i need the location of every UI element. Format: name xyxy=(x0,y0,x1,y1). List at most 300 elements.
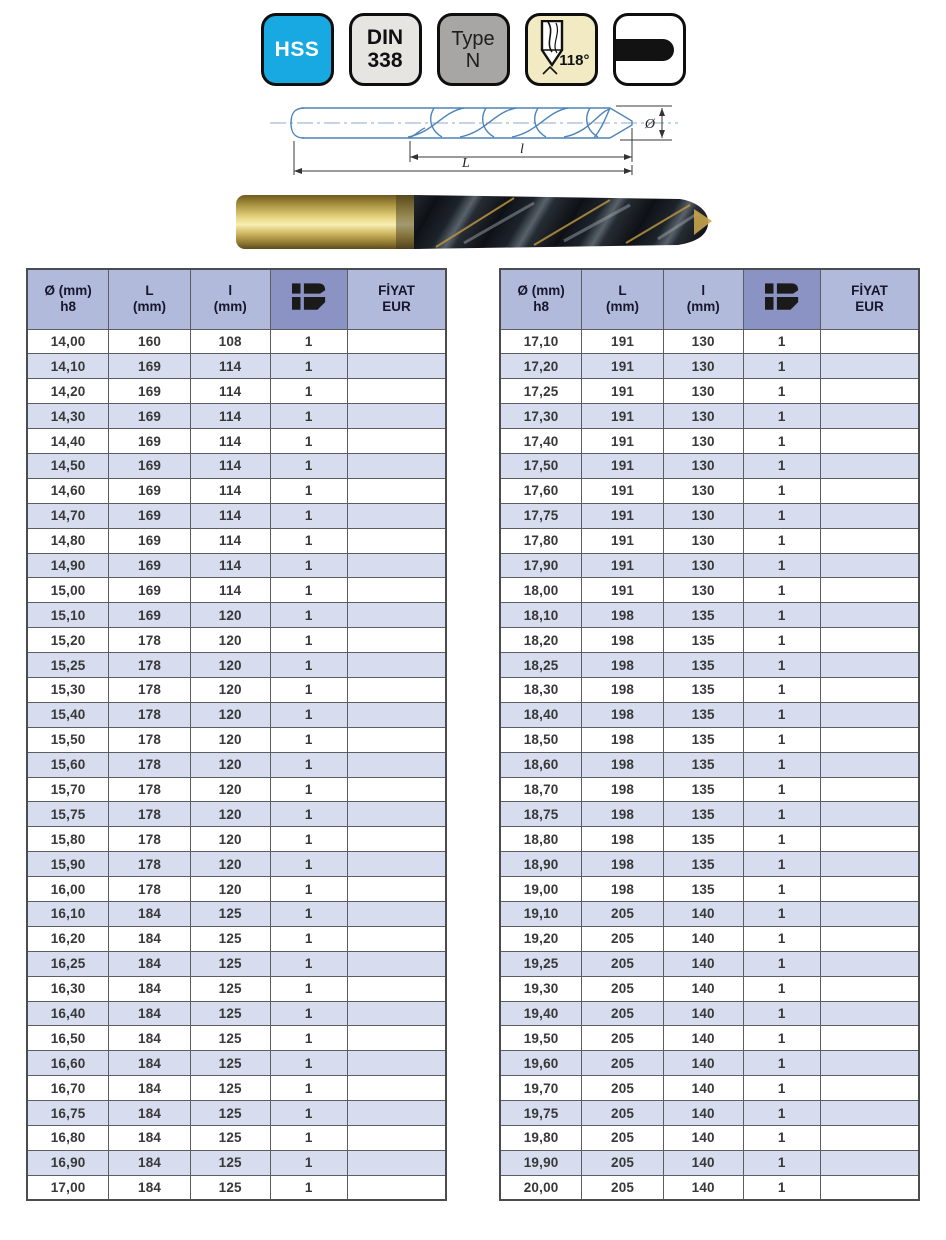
price-cell xyxy=(821,553,919,578)
point-angle-label: 118° xyxy=(559,52,590,69)
header-row xyxy=(27,269,446,329)
pack-qty-cell: 1 xyxy=(743,354,821,379)
total-length-cell: 205 xyxy=(582,976,664,1001)
pack-qty-cell: 1 xyxy=(743,702,821,727)
table-row xyxy=(27,777,446,802)
flute-length-cell: 130 xyxy=(663,503,743,528)
flute-length-cell: 135 xyxy=(663,877,743,902)
flute-length-cell: 114 xyxy=(190,429,270,454)
table-row xyxy=(500,802,919,827)
flute-length-cell: 140 xyxy=(663,926,743,951)
total-length-cell: 205 xyxy=(582,926,664,951)
flute-length-cell: 120 xyxy=(190,752,270,777)
price-cell xyxy=(821,926,919,951)
total-length-cell: 191 xyxy=(582,528,664,553)
diameter-cell: 19,75 xyxy=(500,1101,582,1126)
price-cell xyxy=(348,752,446,777)
drill-shank xyxy=(236,195,422,249)
total-length-cell: 184 xyxy=(109,951,191,976)
total-length-cell: 198 xyxy=(582,777,664,802)
diameter-cell: 16,50 xyxy=(27,1026,109,1051)
price-cell xyxy=(348,976,446,1001)
flute-length-header: l (mm) xyxy=(190,269,270,329)
total-length-cell: 191 xyxy=(582,379,664,404)
diameter-cell: 15,60 xyxy=(27,752,109,777)
pack-qty-cell: 1 xyxy=(743,802,821,827)
price-cell xyxy=(821,429,919,454)
table-row xyxy=(500,429,919,454)
type-label-line1: Type xyxy=(451,27,495,50)
flute-length-cell: 140 xyxy=(663,1175,743,1200)
table-row xyxy=(500,603,919,628)
flute-length-cell: 140 xyxy=(663,976,743,1001)
total-length-cell: 178 xyxy=(109,777,191,802)
flute-length-cell: 140 xyxy=(663,1001,743,1026)
table-row xyxy=(500,379,919,404)
flute-length-cell: 135 xyxy=(663,628,743,653)
total-length-cell: 198 xyxy=(582,628,664,653)
total-length-cell: 184 xyxy=(109,926,191,951)
table-row xyxy=(27,1175,446,1200)
price-cell xyxy=(348,628,446,653)
total-length-cell: 191 xyxy=(582,429,664,454)
price-cell xyxy=(348,901,446,926)
table-row xyxy=(27,329,446,354)
flute-length-cell: 125 xyxy=(190,1101,270,1126)
pack-qty-cell: 1 xyxy=(270,702,348,727)
total-length-cell: 198 xyxy=(582,877,664,902)
price-cell xyxy=(821,1001,919,1026)
price-cell xyxy=(348,827,446,852)
table-row xyxy=(27,429,446,454)
table-body-right xyxy=(500,329,919,1200)
price-cell xyxy=(821,478,919,503)
package-icon xyxy=(763,280,801,314)
price-cell xyxy=(821,628,919,653)
pack-qty-cell: 1 xyxy=(743,777,821,802)
din-label-line1: DIN xyxy=(366,26,404,50)
diameter-cell: 18,90 xyxy=(500,852,582,877)
table-row xyxy=(500,1126,919,1151)
type-label-line2: N xyxy=(465,49,481,72)
price-cell xyxy=(821,503,919,528)
diameter-cell: 18,20 xyxy=(500,628,582,653)
diameter-cell: 18,30 xyxy=(500,677,582,702)
diameter-cell: 17,50 xyxy=(500,453,582,478)
diameter-cell: 15,00 xyxy=(27,578,109,603)
diameter-cell: 14,10 xyxy=(27,354,109,379)
table-row xyxy=(500,926,919,951)
diameter-cell: 16,90 xyxy=(27,1150,109,1175)
total-length-cell: 178 xyxy=(109,827,191,852)
flute-length-cell: 140 xyxy=(663,901,743,926)
hss-label: HSS xyxy=(274,37,320,61)
diameter-cell: 15,25 xyxy=(27,653,109,678)
table-row xyxy=(27,404,446,429)
din-338-badge xyxy=(349,13,422,86)
total-length-cell: 178 xyxy=(109,877,191,902)
flute-length-cell: 120 xyxy=(190,877,270,902)
price-cell xyxy=(348,379,446,404)
diameter-cell: 17,20 xyxy=(500,354,582,379)
size-price-tables xyxy=(26,268,920,1201)
table-row xyxy=(500,503,919,528)
pack-qty-cell: 1 xyxy=(270,404,348,429)
total-length-cell: 169 xyxy=(109,503,191,528)
table-row xyxy=(27,1026,446,1051)
diameter-cell: 14,00 xyxy=(27,329,109,354)
flute-length-cell: 125 xyxy=(190,1076,270,1101)
price-cell xyxy=(348,877,446,902)
pack-qty-cell: 1 xyxy=(270,727,348,752)
price-cell xyxy=(348,677,446,702)
pack-qty-cell: 1 xyxy=(270,603,348,628)
diameter-cell: 18,60 xyxy=(500,752,582,777)
pack-qty-cell: 1 xyxy=(743,528,821,553)
diameter-cell: 18,75 xyxy=(500,802,582,827)
diameter-cell: 19,50 xyxy=(500,1026,582,1051)
diameter-cell: 20,00 xyxy=(500,1175,582,1200)
flute-length-cell: 125 xyxy=(190,926,270,951)
diameter-cell: 17,40 xyxy=(500,429,582,454)
total-length-cell: 205 xyxy=(582,1101,664,1126)
price-cell xyxy=(348,852,446,877)
flute-length-cell: 125 xyxy=(190,901,270,926)
price-cell xyxy=(821,727,919,752)
table-row xyxy=(27,702,446,727)
spec-badges-row xyxy=(0,0,946,86)
pack-qty-cell: 1 xyxy=(743,603,821,628)
table-row xyxy=(500,478,919,503)
price-cell xyxy=(821,1150,919,1175)
price-cell xyxy=(348,702,446,727)
price-cell xyxy=(821,976,919,1001)
cylindrical-shank-badge xyxy=(613,13,686,86)
price-cell xyxy=(821,852,919,877)
table-row xyxy=(500,354,919,379)
flute-length-cell: 130 xyxy=(663,453,743,478)
flute-length-cell: 140 xyxy=(663,1076,743,1101)
diameter-cell: 19,40 xyxy=(500,1001,582,1026)
pack-qty-cell: 1 xyxy=(743,404,821,429)
table-row xyxy=(500,1175,919,1200)
diameter-cell: 17,25 xyxy=(500,379,582,404)
pack-qty-cell: 1 xyxy=(270,901,348,926)
table-row xyxy=(500,1026,919,1051)
pack-qty-cell: 1 xyxy=(270,1126,348,1151)
table-row xyxy=(500,453,919,478)
price-cell xyxy=(348,429,446,454)
drill-dimension-diagram xyxy=(258,96,688,178)
diameter-cell: 16,20 xyxy=(27,926,109,951)
pack-qty-cell: 1 xyxy=(743,1175,821,1200)
diameter-cell: 17,10 xyxy=(500,329,582,354)
total-length-cell: 169 xyxy=(109,354,191,379)
size-table-left xyxy=(26,268,447,1201)
pack-qty-cell: 1 xyxy=(270,553,348,578)
cylindrical-shank-icon xyxy=(616,39,674,61)
total-length-cell: 184 xyxy=(109,901,191,926)
diameter-cell: 19,30 xyxy=(500,976,582,1001)
flute-length-cell: 114 xyxy=(190,553,270,578)
total-length-cell: 205 xyxy=(582,1051,664,1076)
diameter-cell: 14,50 xyxy=(27,453,109,478)
total-length-cell: 205 xyxy=(582,1150,664,1175)
flute-length-cell: 125 xyxy=(190,951,270,976)
total-length-cell: 198 xyxy=(582,752,664,777)
flute-length-cell: 125 xyxy=(190,1026,270,1051)
price-cell xyxy=(821,578,919,603)
flute-length-cell: 120 xyxy=(190,827,270,852)
flute-length-cell: 120 xyxy=(190,603,270,628)
flute-length-cell: 125 xyxy=(190,1001,270,1026)
pack-qty-cell: 1 xyxy=(270,827,348,852)
table-row xyxy=(500,901,919,926)
flute-length-cell: 120 xyxy=(190,802,270,827)
diameter-cell: 16,80 xyxy=(27,1126,109,1151)
pack-qty-cell: 1 xyxy=(743,1126,821,1151)
total-length-cell: 198 xyxy=(582,603,664,628)
price-cell xyxy=(821,1101,919,1126)
diameter-cell: 18,40 xyxy=(500,702,582,727)
pack-qty-cell: 1 xyxy=(270,478,348,503)
diameter-cell: 19,20 xyxy=(500,926,582,951)
flute-length-cell: 135 xyxy=(663,727,743,752)
table-row xyxy=(27,1126,446,1151)
total-length-cell: 191 xyxy=(582,478,664,503)
price-cell xyxy=(348,329,446,354)
diameter-cell: 15,75 xyxy=(27,802,109,827)
diameter-cell: 19,10 xyxy=(500,901,582,926)
flute-length-cell: 140 xyxy=(663,1101,743,1126)
diameter-cell: 16,30 xyxy=(27,976,109,1001)
table-row xyxy=(27,653,446,678)
table-row xyxy=(27,901,446,926)
total-length-cell: 198 xyxy=(582,677,664,702)
total-length-cell: 184 xyxy=(109,1076,191,1101)
price-header: FİYAT EUR xyxy=(348,269,446,329)
price-cell xyxy=(821,1076,919,1101)
pack-qty-cell: 1 xyxy=(743,1001,821,1026)
price-cell xyxy=(348,453,446,478)
table-row xyxy=(500,976,919,1001)
flute-length-cell: 120 xyxy=(190,852,270,877)
table-row xyxy=(27,827,446,852)
diameter-cell: 19,90 xyxy=(500,1150,582,1175)
total-length-cell: 169 xyxy=(109,528,191,553)
total-length-cell: 169 xyxy=(109,379,191,404)
flute-length-cell: 135 xyxy=(663,677,743,702)
flute-length-cell: 135 xyxy=(663,852,743,877)
diameter-cell: 17,80 xyxy=(500,528,582,553)
flute-length-cell: 140 xyxy=(663,1126,743,1151)
total-length-cell: 178 xyxy=(109,727,191,752)
table-row xyxy=(27,1150,446,1175)
header-row xyxy=(500,269,919,329)
table-row xyxy=(500,1076,919,1101)
pack-qty-header xyxy=(743,269,821,329)
flute-length-cell: 125 xyxy=(190,1051,270,1076)
diameter-cell: 18,50 xyxy=(500,727,582,752)
diameter-cell: 19,25 xyxy=(500,951,582,976)
total-length-cell: 205 xyxy=(582,901,664,926)
table-row xyxy=(27,354,446,379)
total-length-cell: 184 xyxy=(109,1126,191,1151)
diameter-cell: 15,80 xyxy=(27,827,109,852)
diameter-cell: 15,70 xyxy=(27,777,109,802)
price-cell xyxy=(348,1101,446,1126)
total-length-cell: 205 xyxy=(582,1026,664,1051)
pack-qty-cell: 1 xyxy=(270,926,348,951)
price-cell xyxy=(348,653,446,678)
pack-qty-cell: 1 xyxy=(270,1051,348,1076)
total-length-cell: 160 xyxy=(109,329,191,354)
diameter-cell: 15,10 xyxy=(27,603,109,628)
pack-qty-cell: 1 xyxy=(743,877,821,902)
diameter-cell: 14,90 xyxy=(27,553,109,578)
table-row xyxy=(27,1001,446,1026)
price-cell xyxy=(821,379,919,404)
table-row xyxy=(27,877,446,902)
diameter-cell: 14,30 xyxy=(27,404,109,429)
diameter-cell: 19,00 xyxy=(500,877,582,902)
flute-length-cell: 130 xyxy=(663,379,743,404)
flute-length-cell: 135 xyxy=(663,702,743,727)
pack-qty-cell: 1 xyxy=(743,852,821,877)
table-row xyxy=(500,1001,919,1026)
table-row xyxy=(27,951,446,976)
pack-qty-cell: 1 xyxy=(270,877,348,902)
table-row xyxy=(27,976,446,1001)
price-cell xyxy=(821,677,919,702)
flute-length-label: l xyxy=(520,142,524,157)
price-cell xyxy=(348,1150,446,1175)
total-length-cell: 178 xyxy=(109,677,191,702)
flute-length-cell: 135 xyxy=(663,653,743,678)
diameter-cell: 19,80 xyxy=(500,1126,582,1151)
diameter-cell: 16,70 xyxy=(27,1076,109,1101)
price-cell xyxy=(348,553,446,578)
table-row xyxy=(27,578,446,603)
flute-length-cell: 114 xyxy=(190,453,270,478)
total-length-cell: 184 xyxy=(109,1150,191,1175)
pack-qty-cell: 1 xyxy=(743,329,821,354)
table-row xyxy=(500,827,919,852)
price-cell xyxy=(821,702,919,727)
pack-qty-cell: 1 xyxy=(270,976,348,1001)
diameter-cell: 16,00 xyxy=(27,877,109,902)
total-length-cell: 169 xyxy=(109,429,191,454)
price-cell xyxy=(821,603,919,628)
table-row xyxy=(27,802,446,827)
total-length-cell: 191 xyxy=(582,503,664,528)
pack-qty-cell: 1 xyxy=(270,354,348,379)
price-cell xyxy=(821,329,919,354)
flute-length-cell: 130 xyxy=(663,354,743,379)
total-length-cell: 169 xyxy=(109,578,191,603)
price-cell xyxy=(821,528,919,553)
diameter-cell: 16,75 xyxy=(27,1101,109,1126)
table-row xyxy=(500,677,919,702)
price-cell xyxy=(348,802,446,827)
diameter-cell: 15,40 xyxy=(27,702,109,727)
pack-qty-cell: 1 xyxy=(743,752,821,777)
price-cell xyxy=(348,727,446,752)
pack-qty-cell: 1 xyxy=(270,852,348,877)
price-cell xyxy=(348,528,446,553)
pack-qty-cell: 1 xyxy=(270,628,348,653)
total-length-cell: 198 xyxy=(582,802,664,827)
total-length-cell: 178 xyxy=(109,752,191,777)
flute-length-cell: 120 xyxy=(190,628,270,653)
table-row xyxy=(27,1051,446,1076)
pack-qty-cell: 1 xyxy=(743,976,821,1001)
price-cell xyxy=(348,1175,446,1200)
flute-length-cell: 140 xyxy=(663,1026,743,1051)
flute-length-cell: 135 xyxy=(663,827,743,852)
total-length-cell: 169 xyxy=(109,553,191,578)
flute-length-cell: 114 xyxy=(190,379,270,404)
pack-qty-cell: 1 xyxy=(270,1150,348,1175)
table-row xyxy=(500,1101,919,1126)
total-length-cell: 191 xyxy=(582,329,664,354)
total-length-cell: 198 xyxy=(582,827,664,852)
diameter-cell: 17,00 xyxy=(27,1175,109,1200)
diameter-cell: 14,80 xyxy=(27,528,109,553)
total-length-cell: 205 xyxy=(582,1001,664,1026)
pack-qty-cell: 1 xyxy=(743,926,821,951)
table-row xyxy=(27,603,446,628)
total-length-cell: 205 xyxy=(582,1175,664,1200)
total-length-cell: 184 xyxy=(109,1175,191,1200)
table-row xyxy=(500,777,919,802)
total-length-cell: 184 xyxy=(109,1026,191,1051)
pack-qty-cell: 1 xyxy=(743,1051,821,1076)
pack-qty-cell: 1 xyxy=(743,727,821,752)
type-n-badge xyxy=(437,13,510,86)
total-length-cell: 184 xyxy=(109,1051,191,1076)
pack-qty-cell: 1 xyxy=(743,827,821,852)
pack-qty-cell: 1 xyxy=(270,1001,348,1026)
flute-length-cell: 135 xyxy=(663,752,743,777)
pack-qty-cell: 1 xyxy=(743,901,821,926)
diameter-cell: 14,20 xyxy=(27,379,109,404)
table-row xyxy=(500,951,919,976)
table-row xyxy=(500,578,919,603)
price-cell xyxy=(821,951,919,976)
diameter-header: Ø (mm) h8 xyxy=(27,269,109,329)
price-cell xyxy=(821,827,919,852)
price-cell xyxy=(821,354,919,379)
table-row xyxy=(27,727,446,752)
total-length-cell: 169 xyxy=(109,603,191,628)
flute-length-cell: 125 xyxy=(190,1175,270,1200)
pack-qty-cell: 1 xyxy=(270,752,348,777)
pack-qty-cell: 1 xyxy=(270,379,348,404)
flute-length-cell: 108 xyxy=(190,329,270,354)
price-cell xyxy=(821,1126,919,1151)
diameter-cell: 18,25 xyxy=(500,653,582,678)
price-cell xyxy=(821,1175,919,1200)
table-body-left xyxy=(27,329,446,1200)
diameter-label: Ø xyxy=(644,117,655,132)
drill-bit-photo xyxy=(228,185,718,259)
pack-qty-cell: 1 xyxy=(743,478,821,503)
pack-qty-cell: 1 xyxy=(270,677,348,702)
flute-length-cell: 114 xyxy=(190,503,270,528)
table-row xyxy=(27,1076,446,1101)
diameter-cell: 19,70 xyxy=(500,1076,582,1101)
